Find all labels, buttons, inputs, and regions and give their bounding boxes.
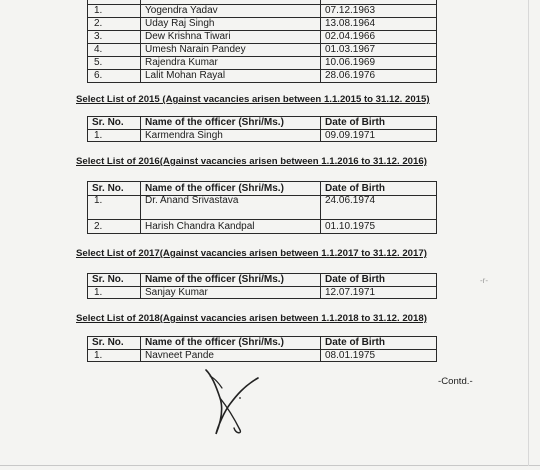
table-row xyxy=(88,31,437,44)
col-header-sr-no: Sr. No. xyxy=(88,337,141,350)
officer-name: Karmendra Singh xyxy=(141,130,321,142)
table-row xyxy=(88,57,437,70)
col-header-name: Name of the officer (Shri/Ms.) xyxy=(141,117,321,130)
officer-name: Yogendra Yadav xyxy=(141,5,321,18)
sr-no: 1. xyxy=(88,5,141,18)
select-list-heading-2015: Select List of 2015 (Against vacancies arisen between 1.1.2015 to 31.12. 2015) xyxy=(76,94,430,105)
table-header-row xyxy=(88,274,437,287)
officer-name: Sanjay Kumar xyxy=(141,287,321,299)
table-row xyxy=(88,18,437,31)
col-header-name: Name of the officer (Shri/Ms.) xyxy=(141,274,321,287)
continued-note: -Contd.- xyxy=(438,376,473,387)
handwritten-signature xyxy=(200,368,266,440)
table-row xyxy=(88,44,437,57)
col-header-dob: Date of Birth xyxy=(321,337,437,350)
sr-no: 2. xyxy=(88,18,141,31)
stray-mark: -r- xyxy=(480,276,488,285)
officer-name: Rajendra Kumar xyxy=(141,57,321,70)
sr-no: 4. xyxy=(88,44,141,57)
officer-table-2017 xyxy=(87,273,437,299)
sr-no: 1. xyxy=(88,287,141,299)
table-row xyxy=(88,350,437,362)
sr-no: 1. xyxy=(88,130,141,142)
page-edge-bottom xyxy=(0,465,540,466)
date-of-birth: 28.06.1976 xyxy=(321,70,437,83)
sr-no: 1. xyxy=(88,196,141,220)
table-row xyxy=(88,5,437,18)
table-row xyxy=(88,220,437,234)
table-header-row xyxy=(88,337,437,350)
sr-no: 5. xyxy=(88,57,141,70)
date-of-birth: 24.06.1974 xyxy=(321,196,437,220)
date-of-birth: 12.07.1971 xyxy=(321,287,437,299)
col-header-sr-no: Sr. No. xyxy=(88,117,141,130)
col-header-name: Name of the officer (Shri/Ms.) xyxy=(141,337,321,350)
officer-table-2015 xyxy=(87,116,437,142)
date-of-birth: 08.01.1975 xyxy=(321,350,437,362)
table-header-row xyxy=(88,117,437,130)
officer-table-top xyxy=(87,0,437,83)
select-list-heading-2016: Select List of 2016(Against vacancies arisen between 1.1.2016 to 31.12. 2016) xyxy=(76,156,427,167)
select-list-heading-2018: Select List of 2018(Against vacancies arisen between 1.1.2018 to 31.12. 2018) xyxy=(76,313,427,324)
sr-no: 2. xyxy=(88,220,141,234)
date-of-birth: 01.10.1975 xyxy=(321,220,437,234)
table-header-row xyxy=(88,182,437,196)
date-of-birth: 13.08.1964 xyxy=(321,18,437,31)
col-header-name: Name of the officer (Shri/Ms.) xyxy=(141,182,321,196)
select-list-heading-2017: Select List of 2017(Against vacancies arisen between 1.1.2017 to 31.12. 2017) xyxy=(76,248,427,259)
officer-name: Uday Raj Singh xyxy=(141,18,321,31)
officer-name: Umesh Narain Pandey xyxy=(141,44,321,57)
date-of-birth: 01.03.1967 xyxy=(321,44,437,57)
officer-name: Navneet Pande xyxy=(141,350,321,362)
date-of-birth: 10.06.1969 xyxy=(321,57,437,70)
officer-name: Harish Chandra Kandpal xyxy=(141,220,321,234)
col-header-dob: Date of Birth xyxy=(321,182,437,196)
table-row xyxy=(88,287,437,299)
table-row xyxy=(88,196,437,220)
col-header-dob: Date of Birth xyxy=(321,117,437,130)
sr-no: 3. xyxy=(88,31,141,44)
sr-no: 1. xyxy=(88,350,141,362)
officer-table-2018 xyxy=(87,336,437,362)
date-of-birth: 07.12.1963 xyxy=(321,5,437,18)
officer-name: Dr. Anand Srivastava xyxy=(141,196,321,220)
officer-name: Lalit Mohan Rayal xyxy=(141,70,321,83)
table-row xyxy=(88,130,437,142)
col-header-sr-no: Sr. No. xyxy=(88,182,141,196)
date-of-birth: 02.04.1966 xyxy=(321,31,437,44)
sr-no: 6. xyxy=(88,70,141,83)
date-of-birth: 09.09.1971 xyxy=(321,130,437,142)
page-edge-right xyxy=(528,0,529,466)
col-header-dob: Date of Birth xyxy=(321,274,437,287)
officer-name: Dew Krishna Tiwari xyxy=(141,31,321,44)
col-header-sr-no: Sr. No. xyxy=(88,274,141,287)
officer-table-2016 xyxy=(87,181,437,234)
table-row xyxy=(88,70,437,83)
